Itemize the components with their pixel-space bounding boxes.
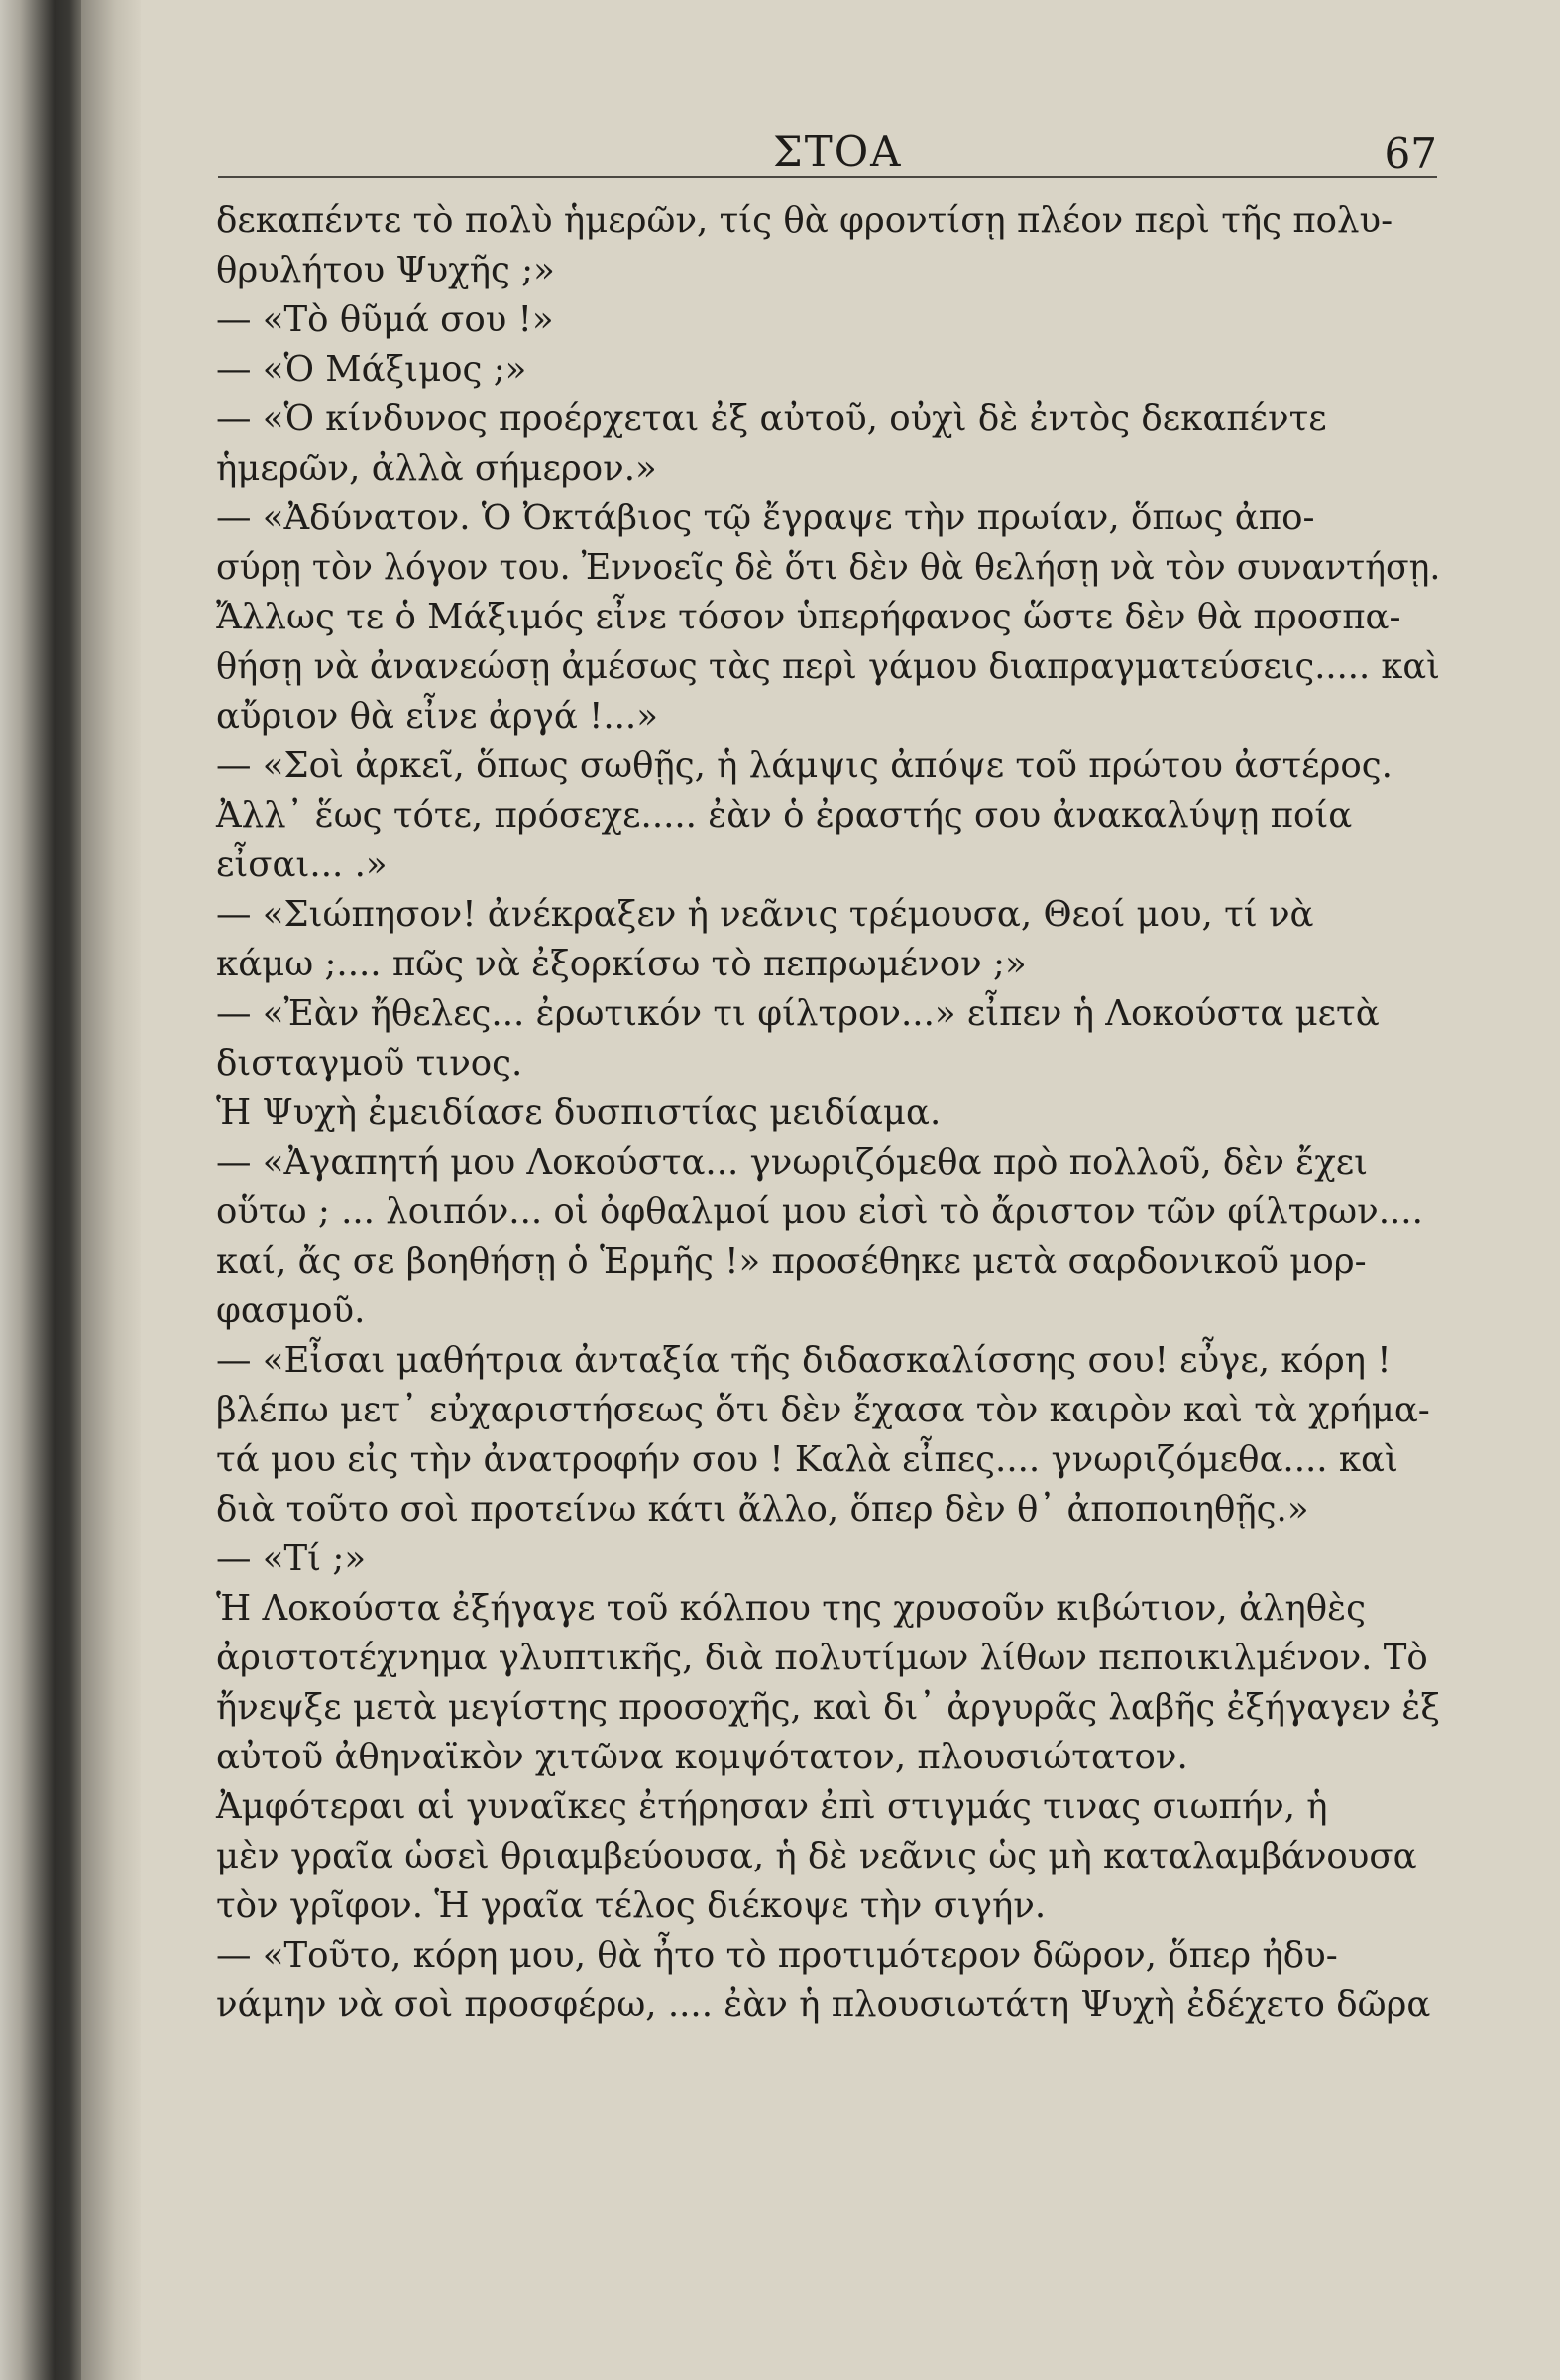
text-line: φασμοῦ. — [216, 1291, 366, 1331]
page-number: 67 — [1384, 129, 1437, 177]
text-line: διὰ τοῦτο σοὶ προτείνω κάτι ἄλλο, ὅπερ δὲν θ᾽ ἀποποιηθῇς.» — [216, 1489, 1309, 1530]
text-line: — «Ἐὰν ἤθελες... ἐρωτικόν τι φίλτρον...» εἶπεν ἡ Λοκούστα μετὰ — [216, 993, 1380, 1034]
text-line: κάμω ;.... πῶς νὰ ἐξορκίσω τὸ πεπρωμένον ;» — [216, 944, 1027, 984]
text-line: Ἡ Ψυχὴ ἐμειδίασε δυσπιστίας μειδίαμα. — [216, 1092, 942, 1133]
text-line: μὲν γραῖα ὡσεὶ θριαμβεύουσα, ἡ δὲ νεᾶνις ὡς μὴ καταλαμβάνουσα — [216, 1836, 1417, 1876]
text-line: Ἡ Λοκούστα ἐξήγαγε τοῦ κόλπου της χρυσοῦν κιβώτιον, ἀληθὲς — [216, 1588, 1367, 1629]
text-line: ἤνεψξε μετὰ μεγίστης προσοχῆς, καὶ δι᾽ ἀργυρᾶς λαβῆς ἐξήγαγεν ἐξ — [216, 1687, 1440, 1728]
text-line: — «Ὁ Μάξιμος ;» — [216, 349, 527, 390]
text-line: — «Ἀδύνατον. Ὁ Ὀκτάβιος τῷ ἔγραψε τὴν πρωίαν, ὅπως ἀπο- — [216, 498, 1315, 538]
text-line: — «Τὸ θῦμά σου !» — [216, 299, 554, 340]
text-line: καί, ἄς σε βοηθήσῃ ὁ Ἑρμῆς !» προσέθηκε μετὰ σαρδονικοῦ μορ- — [216, 1241, 1367, 1282]
scan-binding-edge — [0, 0, 81, 2380]
text-line: Ἄλλως τε ὁ Μάξιμός εἶνε τόσον ὑπερήφανος ὥστε δὲν θὰ προσπα- — [216, 597, 1401, 637]
text-line: δεκαπέντε τὸ πολὺ ἡμερῶν, τίς θὰ φροντίσῃ πλέον περὶ τῆς πολυ- — [216, 200, 1393, 241]
text-line: δισταγμοῦ τινος. — [216, 1043, 523, 1083]
text-line: — «Τί ;» — [216, 1538, 367, 1579]
text-line: εἶσαι... .» — [216, 845, 388, 885]
text-line: Ἀλλ᾽ ἕως τότε, πρόσεχε..... ἐὰν ὁ ἐραστής σου ἀνακαλύψῃ ποία — [216, 795, 1353, 836]
text-line: αὔριον θὰ εἶνε ἀργά !...» — [216, 696, 658, 737]
text-line: — «Σοὶ ἀρκεῖ, ὅπως σωθῇς, ἡ λάμψις ἀπόψε τοῦ πρώτου ἀστέρος. — [216, 745, 1393, 786]
text-line: βλέπω μετ᾽ εὐχαριστήσεως ὅτι δὲν ἔχασα τὸν καιρὸν καὶ τὰ χρήμα- — [216, 1390, 1430, 1430]
text-line: — «Σιώπησον! ἀνέκραξεν ἡ νεᾶνις τρέμουσα, Θεοί μου, τί νὰ — [216, 894, 1314, 935]
text-line: τὸν γρῖφον. Ἡ γραῖα τέλος διέκοψε τὴν σιγήν. — [216, 1885, 1047, 1926]
text-line: αὐτοῦ ἀθηναϊκὸν χιτῶνα κομψότατον, πλουσιώτατον. — [216, 1737, 1188, 1777]
running-header — [218, 117, 1437, 176]
text-line: σύρῃ τὸν λόγον του. Ἐννοεῖς δὲ ὅτι δὲν θὰ θελήσῃ νὰ τὸν συναντήσῃ. — [216, 547, 1441, 588]
text-line: οὕτω ; ... λοιπόν... οἱ ὀφθαλμοί μου εἰσὶ τὸ ἄριστον τῶν φίλτρων.... — [216, 1191, 1423, 1232]
header-rule — [218, 176, 1437, 178]
text-line: — «Ἀγαπητή μου Λοκούστα... γνωριζόμεθα πρὸ πολλοῦ, δὲν ἔχει — [216, 1142, 1369, 1183]
text-line: τά μου εἰς τὴν ἀνατροφήν σου ! Καλὰ εἶπες.... γνωριζόμεθα.... καὶ — [216, 1439, 1398, 1480]
text-line: νάμην νὰ σοὶ προσφέρω, .... ἐὰν ἡ πλουσιωτάτη Ψυχὴ ἐδέχετο δῶρα — [216, 1984, 1431, 2025]
text-line: Ἀμφότεραι αἱ γυναῖκες ἐτήρησαν ἐπὶ στιγμάς τινας σιωπήν, ἡ — [216, 1786, 1328, 1827]
text-line: — «Ὁ κίνδυνος προέρχεται ἐξ αὐτοῦ, οὐχὶ δὲ ἐντὸς δεκαπέντε — [216, 398, 1327, 439]
text-line: — «Εἶσαι μαθήτρια ἀνταξία τῆς διδασκαλίσσης σου! εὖγε, κόρη ! — [216, 1340, 1392, 1381]
text-line: θήσῃ νὰ ἀνανεώσῃ ἀμέσως τὰς περὶ γάμου διαπραγματεύσεις..... καὶ — [216, 646, 1440, 687]
body-text — [216, 196, 1440, 2030]
scan-gutter-shadow — [81, 0, 141, 2380]
text-line: ἀριστοτέχνημα γλυπτικῆς, διὰ πολυτίμων λίθων πεποικιλμένον. Τὸ — [216, 1638, 1428, 1678]
running-title: ΣΤΟΑ — [773, 127, 903, 175]
text-line: — «Τοῦτο, κόρη μου, θὰ ἦτο τὸ προτιμότερον δῶρον, ὅπερ ἠδυ- — [216, 1935, 1338, 1976]
text-line: ἡμερῶν, ἀλλὰ σήμερον.» — [216, 448, 657, 489]
text-line: θρυλήτου Ψυχῆς ;» — [216, 250, 555, 290]
